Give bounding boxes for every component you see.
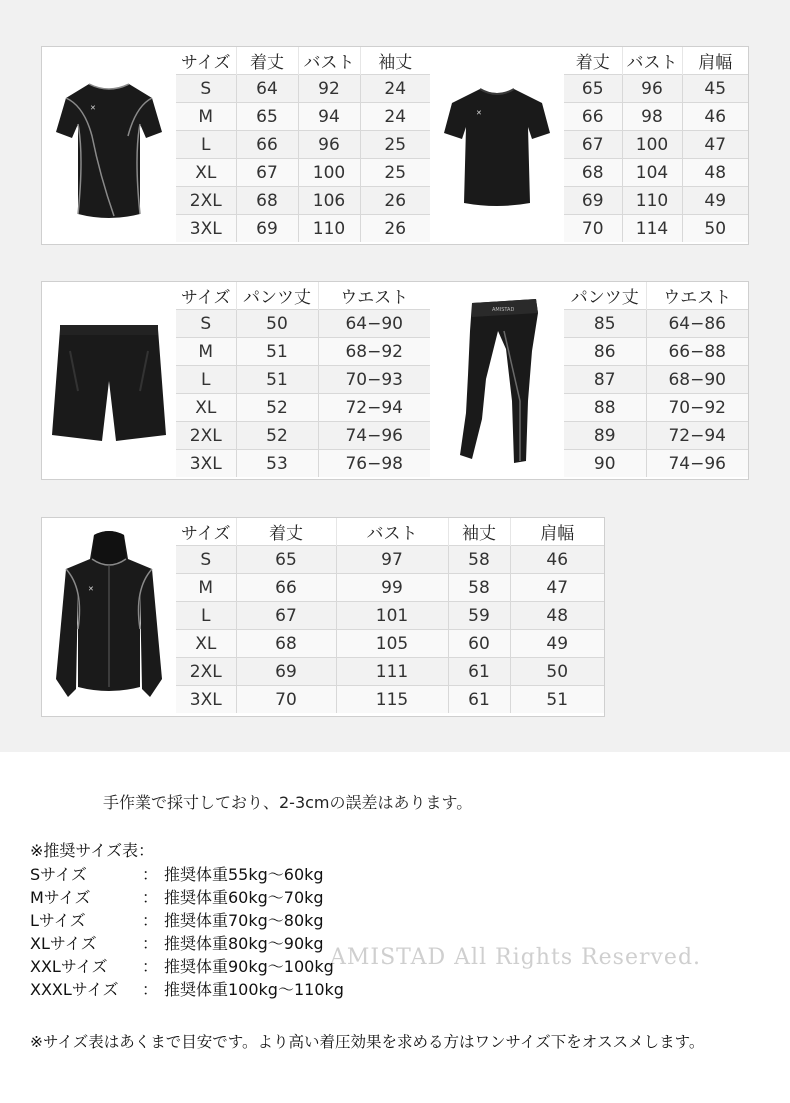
col-header: パンツ丈 xyxy=(564,282,646,310)
table-row xyxy=(564,103,748,131)
loose-shirt-table xyxy=(564,47,748,242)
value-cell: 106 xyxy=(298,187,360,215)
value-cell: 59 xyxy=(448,602,510,630)
watermark-text: AMISTAD All Rights Reserved. xyxy=(330,945,702,970)
recommend-size-label: XXXLサイズ xyxy=(30,980,119,999)
value-cell: 76−98 xyxy=(318,450,430,478)
value-cell: 64−90 xyxy=(318,310,430,338)
table-row xyxy=(176,310,430,338)
value-cell: 72−94 xyxy=(646,422,748,450)
value-cell: 65 xyxy=(236,546,336,574)
table-row xyxy=(176,131,430,159)
value-cell: 87 xyxy=(564,366,646,394)
col-header: 着丈 xyxy=(564,47,622,75)
size-cell: M xyxy=(176,338,236,366)
col-header: 肩幅 xyxy=(510,518,604,546)
table-row xyxy=(176,546,604,574)
hoodie-table xyxy=(176,518,604,713)
value-cell: 115 xyxy=(336,686,448,714)
table-row xyxy=(176,75,430,103)
table-row xyxy=(176,215,430,243)
value-cell: 89 xyxy=(564,422,646,450)
value-cell: 45 xyxy=(682,75,748,103)
recommend-size-label: Mサイズ xyxy=(30,888,91,907)
value-cell: 47 xyxy=(682,131,748,159)
value-cell: 48 xyxy=(682,159,748,187)
table-row xyxy=(176,394,430,422)
size-cell: 2XL xyxy=(176,658,236,686)
value-cell: 66 xyxy=(564,103,622,131)
size-cell: XL xyxy=(176,630,236,658)
value-cell: 50 xyxy=(682,215,748,243)
recommend-colon: ： xyxy=(142,865,159,884)
recommend-colon: ： xyxy=(142,934,159,953)
value-cell: 25 xyxy=(360,159,430,187)
recommend-title: ※推奨サイズ表： xyxy=(30,841,155,860)
size-cell: L xyxy=(176,131,236,159)
value-cell: 67 xyxy=(236,602,336,630)
table-row xyxy=(176,574,604,602)
size-cell: 2XL xyxy=(176,187,236,215)
recommend-weight: 推奨体重55kg～60kg xyxy=(164,865,324,884)
shorts-icon xyxy=(50,311,168,451)
value-cell: 65 xyxy=(236,103,298,131)
recommend-colon: ： xyxy=(142,911,159,930)
value-cell: 68 xyxy=(236,630,336,658)
value-cell: 52 xyxy=(236,394,318,422)
value-cell: 96 xyxy=(298,131,360,159)
value-cell: 90 xyxy=(564,450,646,478)
value-cell: 96 xyxy=(622,75,682,103)
value-cell: 51 xyxy=(236,338,318,366)
size-cell: XL xyxy=(176,394,236,422)
recommend-size-label: Lサイズ xyxy=(30,911,86,930)
value-cell: 92 xyxy=(298,75,360,103)
value-cell: 74−96 xyxy=(318,422,430,450)
table-row xyxy=(564,131,748,159)
table-row xyxy=(176,338,430,366)
tights-icon xyxy=(442,291,552,471)
value-cell: 46 xyxy=(682,103,748,131)
value-cell: 111 xyxy=(336,658,448,686)
table-row xyxy=(564,215,748,243)
table-row xyxy=(564,394,748,422)
value-cell: 70 xyxy=(564,215,622,243)
loose-tshirt-icon xyxy=(442,81,552,211)
col-header: 着丈 xyxy=(236,47,298,75)
value-cell: 97 xyxy=(336,546,448,574)
shorts-image xyxy=(42,282,176,479)
size-cell: 2XL xyxy=(176,422,236,450)
value-cell: 110 xyxy=(298,215,360,243)
tights-table xyxy=(564,282,748,477)
svg-text:✕: ✕ xyxy=(476,108,482,117)
table-row xyxy=(176,602,604,630)
table-row xyxy=(176,422,430,450)
recommend-size-label: Sサイズ xyxy=(30,865,87,884)
value-cell: 88 xyxy=(564,394,646,422)
table-row xyxy=(176,450,430,478)
recommend-colon: ： xyxy=(142,888,159,907)
col-header: サイズ xyxy=(176,47,236,75)
hoodie-jacket-icon xyxy=(54,529,164,705)
value-cell: 50 xyxy=(236,310,318,338)
recommend-colon: ： xyxy=(142,957,159,976)
value-cell: 114 xyxy=(622,215,682,243)
recommend-weight: 推奨体重90kg～100kg xyxy=(164,957,334,976)
table-row xyxy=(176,366,430,394)
size-cell: L xyxy=(176,602,236,630)
value-cell: 98 xyxy=(622,103,682,131)
col-header: バスト xyxy=(298,47,360,75)
value-cell: 51 xyxy=(236,366,318,394)
value-cell: 104 xyxy=(622,159,682,187)
recommend-size-label: XXLサイズ xyxy=(30,957,108,976)
value-cell: 58 xyxy=(448,546,510,574)
value-cell: 66 xyxy=(236,574,336,602)
value-cell: 26 xyxy=(360,187,430,215)
size-cell: S xyxy=(176,75,236,103)
value-cell: 64 xyxy=(236,75,298,103)
recommend-weight: 推奨体重70kg～80kg xyxy=(164,911,324,930)
table-row xyxy=(564,338,748,366)
col-header: 袖丈 xyxy=(448,518,510,546)
value-cell: 25 xyxy=(360,131,430,159)
value-cell: 48 xyxy=(510,602,604,630)
value-cell: 100 xyxy=(622,131,682,159)
value-cell: 86 xyxy=(564,338,646,366)
value-cell: 26 xyxy=(360,215,430,243)
recommend-weight: 推奨体重100kg～110kg xyxy=(164,980,344,999)
compression-shirt-image xyxy=(42,47,176,244)
table-row xyxy=(176,630,604,658)
size-cell: M xyxy=(176,103,236,131)
value-cell: 70 xyxy=(236,686,336,714)
table-row xyxy=(176,658,604,686)
table-row xyxy=(176,159,430,187)
value-cell: 53 xyxy=(236,450,318,478)
value-cell: 60 xyxy=(448,630,510,658)
value-cell: 61 xyxy=(448,658,510,686)
size-cell: XL xyxy=(176,159,236,187)
size-cell: S xyxy=(176,310,236,338)
value-cell: 74−96 xyxy=(646,450,748,478)
recommended-size-list xyxy=(30,838,730,1008)
col-header: 着丈 xyxy=(236,518,336,546)
value-cell: 49 xyxy=(510,630,604,658)
value-cell: 69 xyxy=(236,215,298,243)
col-header: ウエスト xyxy=(318,282,430,310)
value-cell: 51 xyxy=(510,686,604,714)
recommend-colon: ： xyxy=(142,980,159,999)
col-header: 袖丈 xyxy=(360,47,430,75)
table-row xyxy=(564,159,748,187)
table-row xyxy=(564,366,748,394)
hoodie-image xyxy=(42,518,176,716)
value-cell: 101 xyxy=(336,602,448,630)
size-cell: M xyxy=(176,574,236,602)
value-cell: 64−86 xyxy=(646,310,748,338)
table-row xyxy=(564,75,748,103)
shorts-table xyxy=(176,282,430,477)
value-cell: 67 xyxy=(564,131,622,159)
value-cell: 68 xyxy=(236,187,298,215)
value-cell: 68−90 xyxy=(646,366,748,394)
compression-shirt-table xyxy=(176,47,430,242)
table-row xyxy=(176,103,430,131)
recommend-size-label: XLサイズ xyxy=(30,934,97,953)
recommend-weight: 推奨体重60kg～70kg xyxy=(164,888,324,907)
svg-text:✕: ✕ xyxy=(90,103,96,112)
value-cell: 61 xyxy=(448,686,510,714)
value-cell: 66−88 xyxy=(646,338,748,366)
size-cell: 3XL xyxy=(176,450,236,478)
value-cell: 24 xyxy=(360,75,430,103)
value-cell: 68 xyxy=(564,159,622,187)
col-header: サイズ xyxy=(176,282,236,310)
col-header: パンツ丈 xyxy=(236,282,318,310)
value-cell: 94 xyxy=(298,103,360,131)
value-cell: 105 xyxy=(336,630,448,658)
recommend-weight: 推奨体重80kg～90kg xyxy=(164,934,324,953)
value-cell: 69 xyxy=(236,658,336,686)
value-cell: 100 xyxy=(298,159,360,187)
svg-text:AMISTAD: AMISTAD xyxy=(492,306,515,313)
value-cell: 99 xyxy=(336,574,448,602)
measurement-note: 手作業で採寸しており、2-3cmの誤差はあります。 xyxy=(103,793,473,812)
value-cell: 70−92 xyxy=(646,394,748,422)
value-cell: 47 xyxy=(510,574,604,602)
compression-tshirt-icon xyxy=(54,66,164,226)
svg-text:✕: ✕ xyxy=(88,585,94,593)
value-cell: 110 xyxy=(622,187,682,215)
value-cell: 68−92 xyxy=(318,338,430,366)
size-cell: 3XL xyxy=(176,215,236,243)
table-row xyxy=(564,422,748,450)
value-cell: 69 xyxy=(564,187,622,215)
value-cell: 58 xyxy=(448,574,510,602)
col-header: 肩幅 xyxy=(682,47,748,75)
value-cell: 72−94 xyxy=(318,394,430,422)
col-header: バスト xyxy=(622,47,682,75)
value-cell: 65 xyxy=(564,75,622,103)
value-cell: 66 xyxy=(236,131,298,159)
col-header: サイズ xyxy=(176,518,236,546)
value-cell: 49 xyxy=(682,187,748,215)
size-cell: S xyxy=(176,546,236,574)
value-cell: 67 xyxy=(236,159,298,187)
col-header: バスト xyxy=(336,518,448,546)
col-header: ウエスト xyxy=(646,282,748,310)
footer-note: ※サイズ表はあくまで目安です。より高い着圧効果を求める方はワンサイズ下をオススメします。 xyxy=(30,1033,705,1051)
value-cell: 85 xyxy=(564,310,646,338)
tights-image xyxy=(430,282,564,479)
table-row xyxy=(564,310,748,338)
value-cell: 50 xyxy=(510,658,604,686)
table-row xyxy=(564,187,748,215)
table-row xyxy=(176,187,430,215)
table-row xyxy=(176,686,604,714)
size-cell: L xyxy=(176,366,236,394)
value-cell: 46 xyxy=(510,546,604,574)
table-row xyxy=(564,450,748,478)
size-cell: 3XL xyxy=(176,686,236,714)
value-cell: 24 xyxy=(360,103,430,131)
value-cell: 70−93 xyxy=(318,366,430,394)
loose-shirt-image xyxy=(430,47,564,244)
value-cell: 52 xyxy=(236,422,318,450)
